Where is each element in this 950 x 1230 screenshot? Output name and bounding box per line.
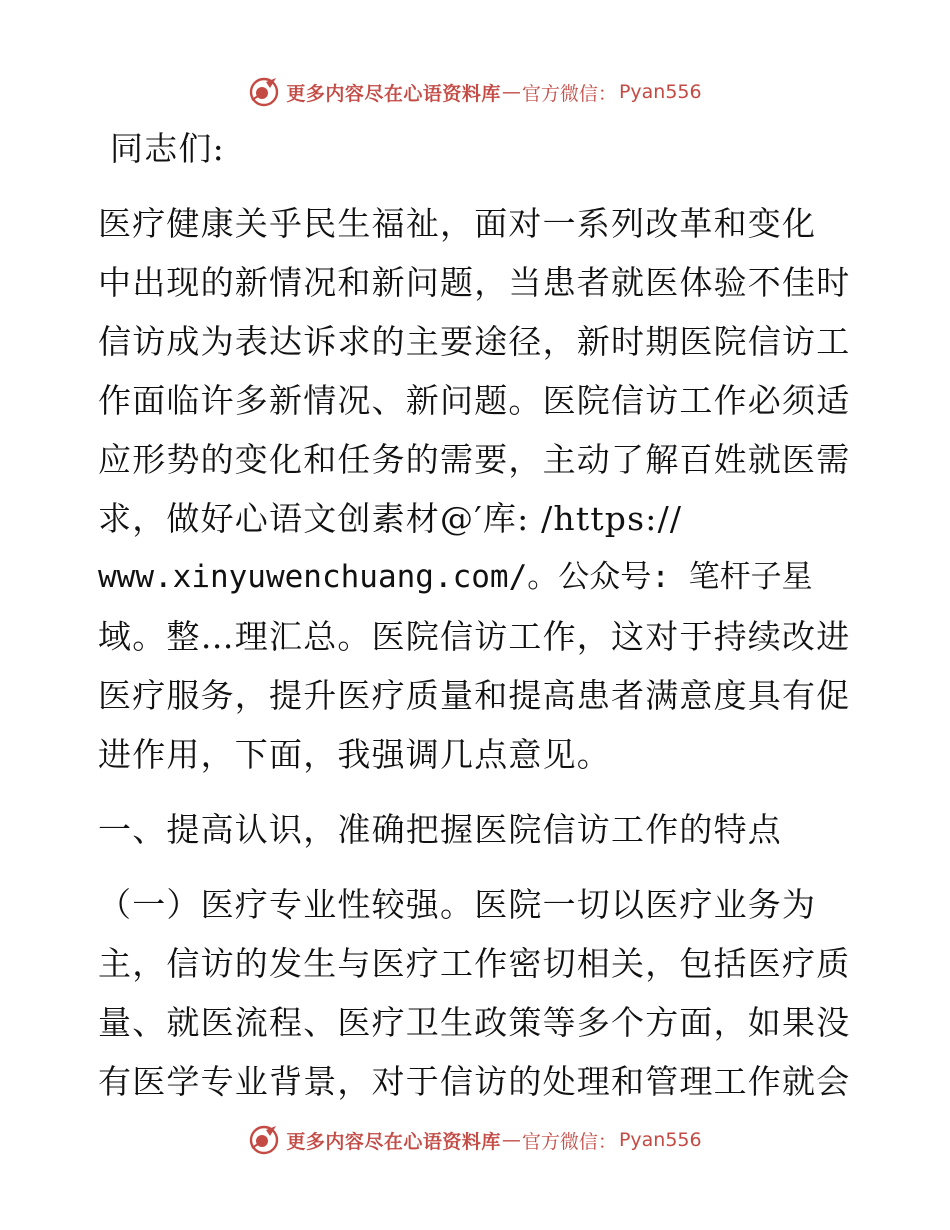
banner-brand-text: 更多内容尽在心语资料库 [286,1130,501,1153]
paragraph-line: 医疗健康关乎民生福祉，面对一系列改革和变化 [98,204,817,243]
banner-official-label: 官方微信： [521,82,617,105]
banner-wechat-id: Pyan556 [618,1129,702,1151]
paragraph-line: 主，信访的发生与医疗工作密切相关，包括医疗质 [98,944,851,983]
brand-logo-icon [248,1124,280,1156]
paragraph-line: 应形势的变化和任务的需要，主动了解百姓就医需 [98,440,851,479]
paragraph-line: 中出现的新情况和新问题，当患者就医体验不佳时 [98,263,851,302]
paragraph-line: 信访成为表达诉求的主要途径，新时期医院信访工 [98,322,851,361]
salutation: 同志们: [110,129,225,168]
paragraph-line: 量、就医流程、医疗卫生政策等多个方面，如果没 [98,1003,851,1042]
paragraph-line-url: www.xinyuwenchuang.com/。公众号: 笔杆子星 [98,559,813,595]
banner-wechat-id: Pyan556 [618,81,702,103]
paragraph-line: 求，做好心语文创素材@′库: /https:// [98,499,683,538]
paragraph-line: 进作用，下面，我强调几点意见。 [98,735,611,774]
paragraph-section-1 [98,875,850,1111]
section-heading: 一、提高认识，准确把握医院信访工作的特点 [98,810,782,849]
footer-watermark-banner [0,1120,950,1160]
paragraph-line: 有医学专业背景，对于信访的处理和管理工作就会 [98,1062,851,1101]
banner-official-label: 官方微信： [521,1130,617,1153]
paragraph-line: 作面临许多新情况、新问题。医院信访工作必须适 [98,381,851,420]
banner-dash: — [501,81,521,103]
header-watermark-banner [0,72,950,112]
banner-brand-text: 更多内容尽在心语资料库 [286,82,501,105]
paragraph-intro [98,194,850,784]
banner-dash: — [501,1129,521,1151]
document-body [98,119,850,1111]
paragraph-line: （一）医疗专业性较强。医院一切以医疗业务为 [98,885,817,924]
paragraph-line: 医疗服务，提升医疗质量和提高患者满意度具有促 [98,676,851,715]
brand-logo-icon [248,76,280,108]
paragraph-line: 域。整…理汇总。医院信访工作，这对于持续改进 [98,617,851,656]
